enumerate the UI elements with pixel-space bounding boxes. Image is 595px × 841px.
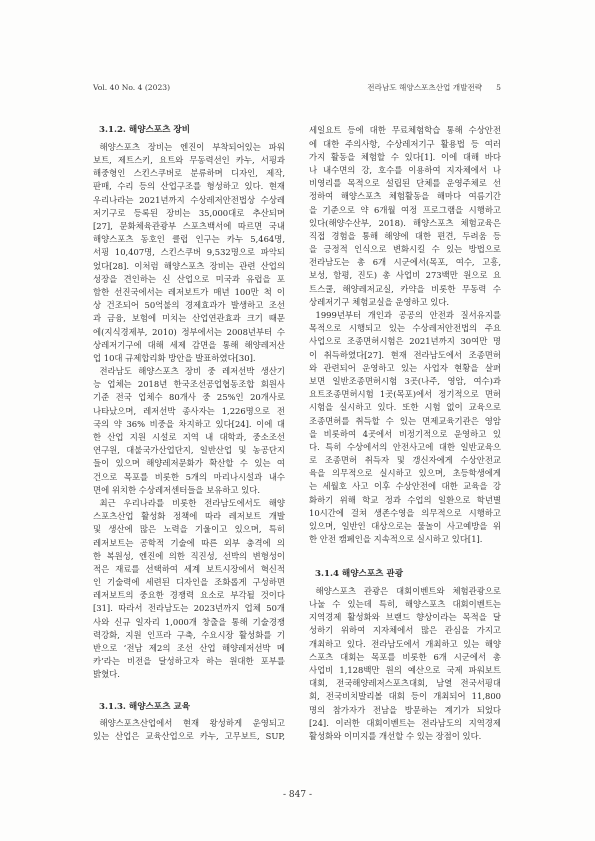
text-line: 가지 활동을 체험할 수 있다[1]. 이에 대해 바다 — [309, 151, 501, 162]
running-title: 전라남도 해양스포츠산업 개발전략 — [367, 83, 483, 92]
text-line: 육을 의무적으로 실시하고 있으며, 초등학생에게 — [309, 468, 501, 479]
text-line: 있으며, 일반인 대상으로는 물놀이 사고예방을 위 — [309, 521, 501, 532]
text-line: 었다[28]. 이처럼 해양스포츠 장비는 관련 산업의 — [93, 260, 285, 271]
text-line: 요트조종면허시험 1곳(목포)에서 정기적으로 면허 — [309, 389, 501, 400]
text-line: 는 세월호 사고 이후 수상안전에 대한 교육을 강 — [309, 481, 501, 492]
text-line: 활성화와 이미지를 개선할 수 있는 장점이 있다. — [309, 730, 482, 741]
text-line: 조종면허를 취득할 수 있는 면제교육기관은 영암 — [309, 415, 501, 426]
text-line: 판매, 수리 등의 산업구조를 형성하고 있다. 현재 — [93, 181, 285, 192]
text-line: 나 내수면의 강, 호수를 이용하여 지자체에서 나 — [309, 164, 501, 175]
text-line: 시험을 실시하고 있다. 또한 시험 없이 교육으로 — [309, 402, 501, 413]
text-line: 상 건조되어 50억불의 경제효과가 발생하고 조선 — [93, 300, 285, 311]
text-line: 와 관련되어 운영하고 있는 사업자 현황을 살펴 — [309, 362, 501, 373]
text-line: 기준 전국 업체수 80개사 중 25%인 20개사로 — [93, 392, 285, 403]
paragraph — [309, 309, 501, 546]
text-line: 국의 약 36% 비중을 차지하고 있다[24]. 이에 대 — [93, 418, 285, 429]
text-line: 보성, 함평, 진도) 총 사업비 273백만 원으로 요 — [309, 270, 501, 281]
text-line: 성하기 위하여 지자체에서 많은 관심을 가지고 — [309, 625, 501, 636]
section-heading: 3.1.3. 해양스포츠 교육 — [99, 701, 191, 712]
text-line: 나타났으며, 레저선박 종사자는 1,226명으로 전 — [93, 405, 285, 416]
text-line: 전라남도 해양스포츠 장비 중 레저선박 생산기 — [99, 366, 285, 377]
section-heading: 3.1.2. 해양스포츠 장비 — [99, 125, 191, 136]
header-page-number: 5 — [496, 83, 501, 92]
text-line: 스포츠산업 활성화 정책에 따라 레저보트 개발 — [93, 511, 285, 522]
text-line: 을 비롯하여 4곳에서 비정기적으로 운영하고 있 — [309, 428, 501, 439]
text-line: 인 기술력에 세련된 디자인을 조화롭게 구성하면 — [93, 577, 285, 588]
text-line: 대회, 전국해양레저스포츠대회, 남열 전국서핑대 — [309, 678, 501, 689]
text-line: 화하기 위해 학교 정과 수업의 일환으로 학년별 — [309, 494, 501, 505]
text-line: 저기구로 등록된 장비는 35,000대로 추산되며 — [93, 207, 285, 218]
text-line: 밝혔다. — [93, 669, 120, 680]
text-line: 함한 선진국에서는 레저보트가 매년 100만 척 이 — [93, 286, 285, 297]
text-line: 능 업체는 2018년 한국조선공업협동조합 회원사 — [93, 379, 285, 390]
text-line: 성장을 견인하는 신 산업으로 미국과 유럽을 포 — [93, 273, 285, 284]
text-line: 을 긍정적 인식으로 변화시킬 수 있는 방법으로 — [309, 244, 501, 255]
text-line: 세일요트 등에 대한 무료체험학습 통해 수상안전 — [309, 125, 501, 136]
text-line: 상레저기구 체험교실을 운영하고 있다. — [309, 296, 450, 307]
text-line: 면에 위치한 수상레저센터들을 보유하고 있다. — [93, 484, 261, 495]
text-line: 연구원, 대불국가산업단지, 일반산업 및 농공단지 — [93, 445, 285, 456]
text-line: 우리나라는 2021년까지 수상레저안전법상 수상레 — [93, 194, 285, 205]
text-line: [27], 문화체육관광부 스포츠백서에 따르면 국내 — [93, 221, 285, 231]
text-line: 들이 있으며 해양레저문화가 확산할 수 있는 여 — [93, 458, 285, 469]
text-line: 한 복원성, 엔진에 의한 직진성, 선박의 변형성이 — [93, 550, 285, 561]
text-line: 이 취득하였다[27]. 현재 전라남도에서 조종면허 — [309, 349, 501, 360]
text-line: 1999년부터 개인과 공공의 안전과 질서유지를 — [315, 310, 501, 321]
text-line: 건으로 목포를 비롯한 5개의 마리나시설과 내수 — [93, 471, 285, 482]
journal-volume-info: Vol. 40 No. 4 (2023) — [93, 83, 171, 92]
text-line: 반으로 ‘전남 제2의 조선 산업 해양레저선박 메 — [93, 643, 285, 653]
text-line: 업 10대 규제합리화 방안을 발표하였다[30]. — [93, 352, 256, 363]
text-line: 및 생산에 많은 노력을 기울이고 있으며, 특히 — [93, 524, 285, 535]
text-line: 을 기준으로 약 6개월 여정 프로그램을 시행하고 — [309, 204, 501, 215]
text-line: 에 대한 주의사항, 수상레저기구 활용법 등 여러 — [309, 138, 501, 149]
text-line: 카’라는 비전을 달성하고자 하는 원대한 포부를 — [93, 656, 285, 667]
running-title-group — [367, 82, 501, 94]
left-column — [93, 124, 285, 743]
text-line: 스포츠 대회는 목포를 비롯한 6개 시군에서 총 — [309, 651, 501, 662]
section-3-1-3 — [93, 701, 285, 744]
text-line: 상레저기구에 대해 세제 감면을 통해 해양레저산 — [93, 339, 285, 350]
text-line: 지역경제 활성화와 브랜드 향상이라는 목적을 달 — [309, 612, 501, 623]
text-line: 전라남도는 총 6개 시군에서(목포, 여수, 고흥, — [309, 257, 501, 268]
text-line: 해양스포츠 장비는 엔진이 부착되어있는 파워 — [99, 141, 285, 152]
running-header — [93, 82, 501, 94]
section-3-1-3-continued — [309, 124, 501, 546]
section-heading: 3.1.4 해양스포츠 관광 — [315, 569, 404, 580]
text-line: 레저보트는 공학적 기술에 따른 외부 충격에 의 — [93, 537, 285, 548]
text-line: 한 안전 캠페인을 지속적으로 실시하고 있다[1]. — [309, 534, 483, 545]
text-line: [31]. 따라서 전라남도는 2023년까지 업체 50개 — [93, 603, 285, 614]
text-line: 로 조종면허 취득자 및 갱신자에게 수상안전교 — [309, 455, 501, 466]
paragraph — [93, 717, 285, 743]
text-line: 다. 특히 수상에서의 안전사고에 대한 일반교육으 — [309, 441, 501, 452]
paragraph — [93, 141, 285, 365]
text-line: 최근 우리나라를 비롯한 전라남도에서도 해양 — [99, 497, 285, 508]
text-line: 레저보트의 중요한 경쟁력 요소로 부각될 것이다 — [93, 590, 285, 601]
text-line: 보트, 제트스키, 요트와 무동력선인 카누, 서핑과 — [93, 155, 285, 166]
text-line: 사업비 1,128백만 원의 예산으로 국제 파워보트 — [309, 665, 501, 675]
right-column — [309, 124, 501, 743]
text-line: 명의 참가자가 전남을 방문하는 계기가 되었다 — [309, 704, 501, 715]
text-line: [24]. 이러한 대회이벤트는 전라남도의 지역경제 — [309, 717, 501, 728]
text-line: 있다(해양수산부, 2018). 해양스포츠 체험교육은 — [309, 217, 501, 228]
text-line: 력강화, 지원 인프라 구축, 수요시장 활성화를 기 — [93, 629, 285, 640]
text-line: 정하여 해양스포츠 체험활동을 해마다 여름기간 — [309, 191, 501, 202]
page-number-footer: - 847 - — [283, 790, 312, 800]
section-3-1-4 — [309, 568, 501, 743]
section-3-1-2 — [93, 124, 285, 681]
text-line: 목적으로 시행되고 있는 수상레저안전법의 주요 — [309, 323, 501, 334]
text-line: 해양스포츠산업에서 현재 왕성하게 운영되고 — [99, 718, 285, 729]
text-line: 한 산업 지원 시설로 지역 내 대학과, 중소조선 — [93, 432, 285, 442]
paragraph — [309, 585, 501, 743]
text-line: 해양스포츠 동호인 클럽 인구는 카누 5,464명, — [93, 234, 285, 245]
text-line: 사업으로 조종면허시험은 2021년까지 30여만 명 — [309, 336, 501, 347]
text-line: 서핑 10,407명, 스킨스쿠버 9,532명으로 파악되 — [93, 247, 285, 258]
text-line: 보면 일반조종면허시험 3곳(나주, 영암, 여수)과 — [309, 375, 501, 386]
text-line: 회, 전국비치발리볼 대회 등이 개최되어 11,800 — [309, 691, 501, 702]
paragraph — [309, 124, 501, 309]
text-line: 있는 산업은 교육산업으로 카누, 고무보트, SUP, — [93, 731, 285, 742]
text-line: 적은 재료를 선택하여 세계 보트시장에서 혁신적 — [93, 563, 285, 574]
text-line: 10시간에 걸쳐 생존수영을 의무적으로 시행하고 — [309, 507, 501, 518]
text-line: 트스쿨, 해양레저교실, 카약을 비롯한 무동력 수 — [309, 283, 501, 294]
text-line: 에(지식경제부, 2010) 정부에서는 2008년부터 수 — [93, 326, 285, 337]
text-line: 나눌 수 있는데 특히, 해양스포츠 대회이벤트는 — [309, 599, 501, 610]
paragraph — [93, 365, 285, 497]
text-line: 해양스포츠 관광은 대회이벤트와 체험관광으로 — [315, 585, 501, 596]
text-line: 비영리를 목적으로 설립된 단체를 운영주체로 선 — [309, 178, 501, 189]
text-line: 해중형인 스킨스쿠버로 분류하며 디자인, 제작, — [93, 168, 285, 179]
text-line: 직접 경험을 통해 해양에 대한 편견, 두려움 등 — [309, 230, 501, 241]
text-line: 개최하고 있다. 전라남도에서 개최하고 있는 해양 — [309, 638, 501, 649]
text-line: 과 금융, 보험에 미치는 산업연관효과 크기 때문 — [93, 313, 285, 324]
text-line: 사와 신규 일자리 1,000개 창출을 통해 기술경쟁 — [93, 616, 285, 627]
paragraph — [93, 497, 285, 682]
